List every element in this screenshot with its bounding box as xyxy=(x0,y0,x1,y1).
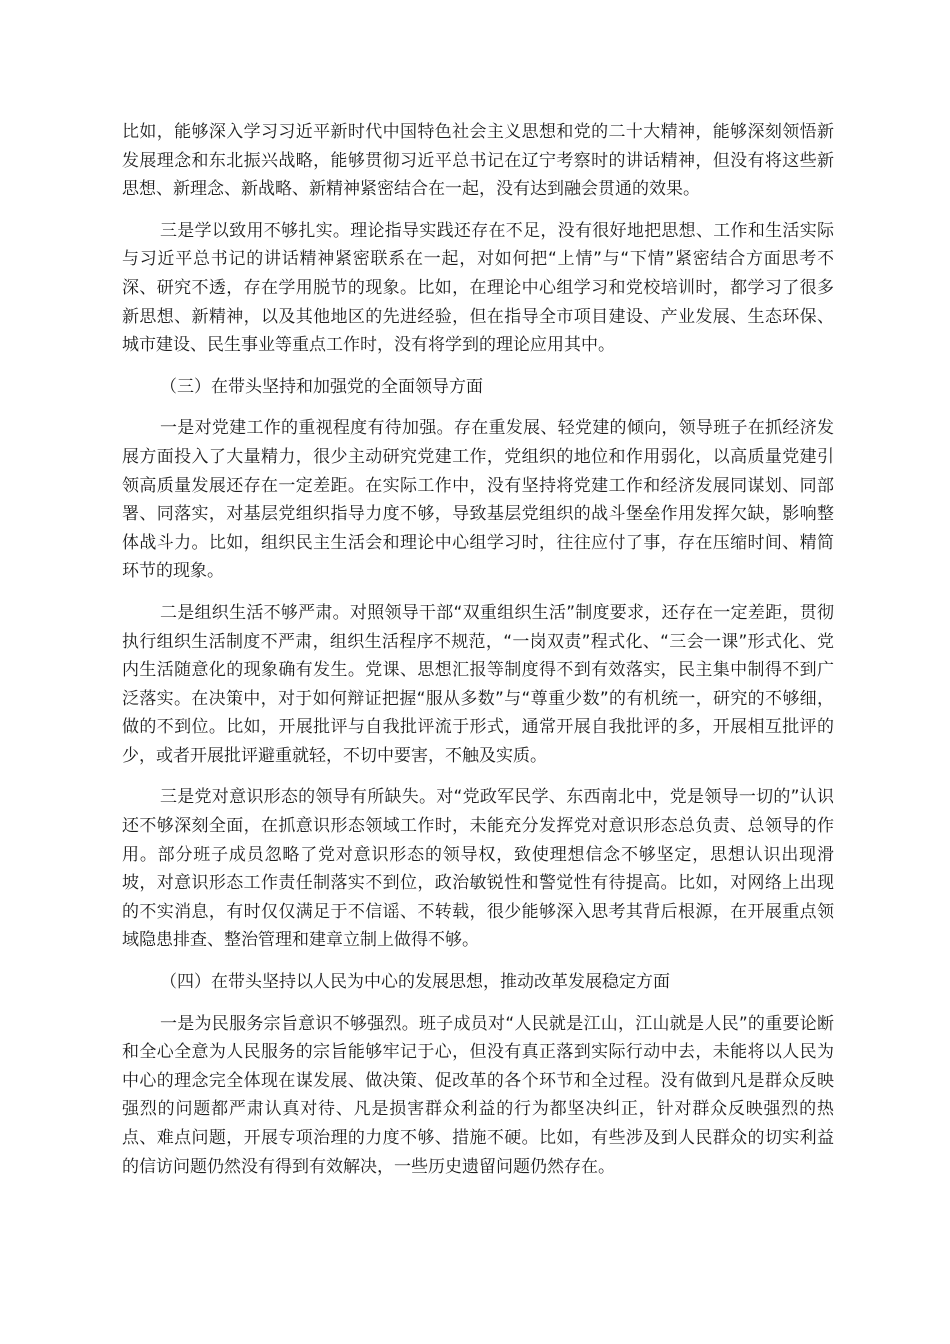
paragraph-ideology-leadership: 三是党对意识形态的领导有所缺失。对“党政军民学、东西南北中，党是领导一切的”认识还不够深刻全面，在抓意识形态领域工作时，未能充分发挥党对意识形态总负责、总领导的作用。部分班子成员忽略了党对意识形态的领导权，致使理想信念不够坚定，思想认识出现滑坡，对意识形态工作责任制落实不到位，政治敏锐性和警觉性有待提高。比如，对网络上出现的不实消息，有时仅仅满足于不信谣、不转载，很少能够深入思考其背后根源，在开展重点领域隐患排查、整治管理和建章立制上做得不够。 xyxy=(122,787,834,951)
paragraph-learning-application: 三是学以致用不够扎实。理论指导实践还存在不足，没有很好地把思想、工作和生活实际与习近平总书记的讲话精神紧密联系在一起，对如何把“上情”与“下情”紧密结合方面思考不深、研究不透，存在学用脱节的现象。比如，在理论中心组学习和党校培训时，都学习了很多新思想、新精神，以及其他地区的先进经验，但在指导全市项目建设、产业发展、生态环保、城市建设、民生事业等重点工作时，没有将学到的理论应用其中。 xyxy=(122,220,834,356)
section-heading-party-leadership: （三）在带头坚持和加强党的全面领导方面 xyxy=(160,376,483,397)
paragraph-continuation: 比如，能够深入学习习近平新时代中国特色社会主义思想和党的二十大精神，能够深刻领悟新发展理念和东北振兴战略，能够贯彻习近平总书记在辽宁考察时的讲话精神，但没有将这些新思想、新理念、新战略、新精神紧密结合在一起，没有达到融会贯通的效果。 xyxy=(122,122,834,200)
document-page xyxy=(122,118,834,1194)
paragraph-party-building: 一是对党建工作的重视程度有待加强。存在重发展、轻党建的倾向，领导班子在抓经济发展方面投入了大量精力，很少主动研究党建工作，党组织的地位和作用弱化，以高质量党建引领高质量发展还存在一定差距。在实际工作中，没有坚持将党建工作和经济发展同谋划、同部署、同落实，对基层党组织指导力度不够，导致基层党组织的战斗堡垒作用发挥欠缺，影响整体战斗力。比如，组织民主生活会和理论中心组学习时，往往应付了事，存在压缩时间、精简环节的现象。 xyxy=(122,418,834,582)
paragraph-serve-people: 一是为民服务宗旨意识不够强烈。班子成员对“人民就是江山，江山就是人民”的重要论断和全心全意为人民服务的宗旨能够牢记于心，但没有真正落到实际行动中去，未能将以人民为中心的理念完全体现在谋发展、做决策、促改革的各个环节和全过程。没有做到凡是群众反映强烈的问题都严肃认真对待、凡是损害群众利益的行为都坚决纠正，针对群众反映强烈的热点、难点问题，开展专项治理的力度不够、措施不硬。比如，有些涉及到人民群众的切实利益的信访问题仍然没有得到有效解决，一些历史遗留问题仍然存在。 xyxy=(122,1013,834,1177)
section-heading-people-centered: （四）在带头坚持以人民为中心的发展思想，推动改革发展稳定方面 xyxy=(160,972,670,993)
paragraph-organizational-life: 二是组织生活不够严肃。对照领导干部“双重组织生活”制度要求，还存在一定差距，贯彻执行组织生活制度不严肃，组织生活程序不规范，“一岗双责”程式化、“三会一课”形式化、党内生活随意化的现象确有发生。党课、思想汇报等制度得不到有效落实，民主集中制得不到广泛落实。在决策中，对于如何辩证把握“服从多数”与“尊重少数”的有机统一，研究的不够细，做的不到位。比如，开展批评与自我批评流于形式，通常开展自我批评的多，开展相互批评的少，或者开展批评避重就轻，不切中要害，不触及实质。 xyxy=(122,602,834,766)
